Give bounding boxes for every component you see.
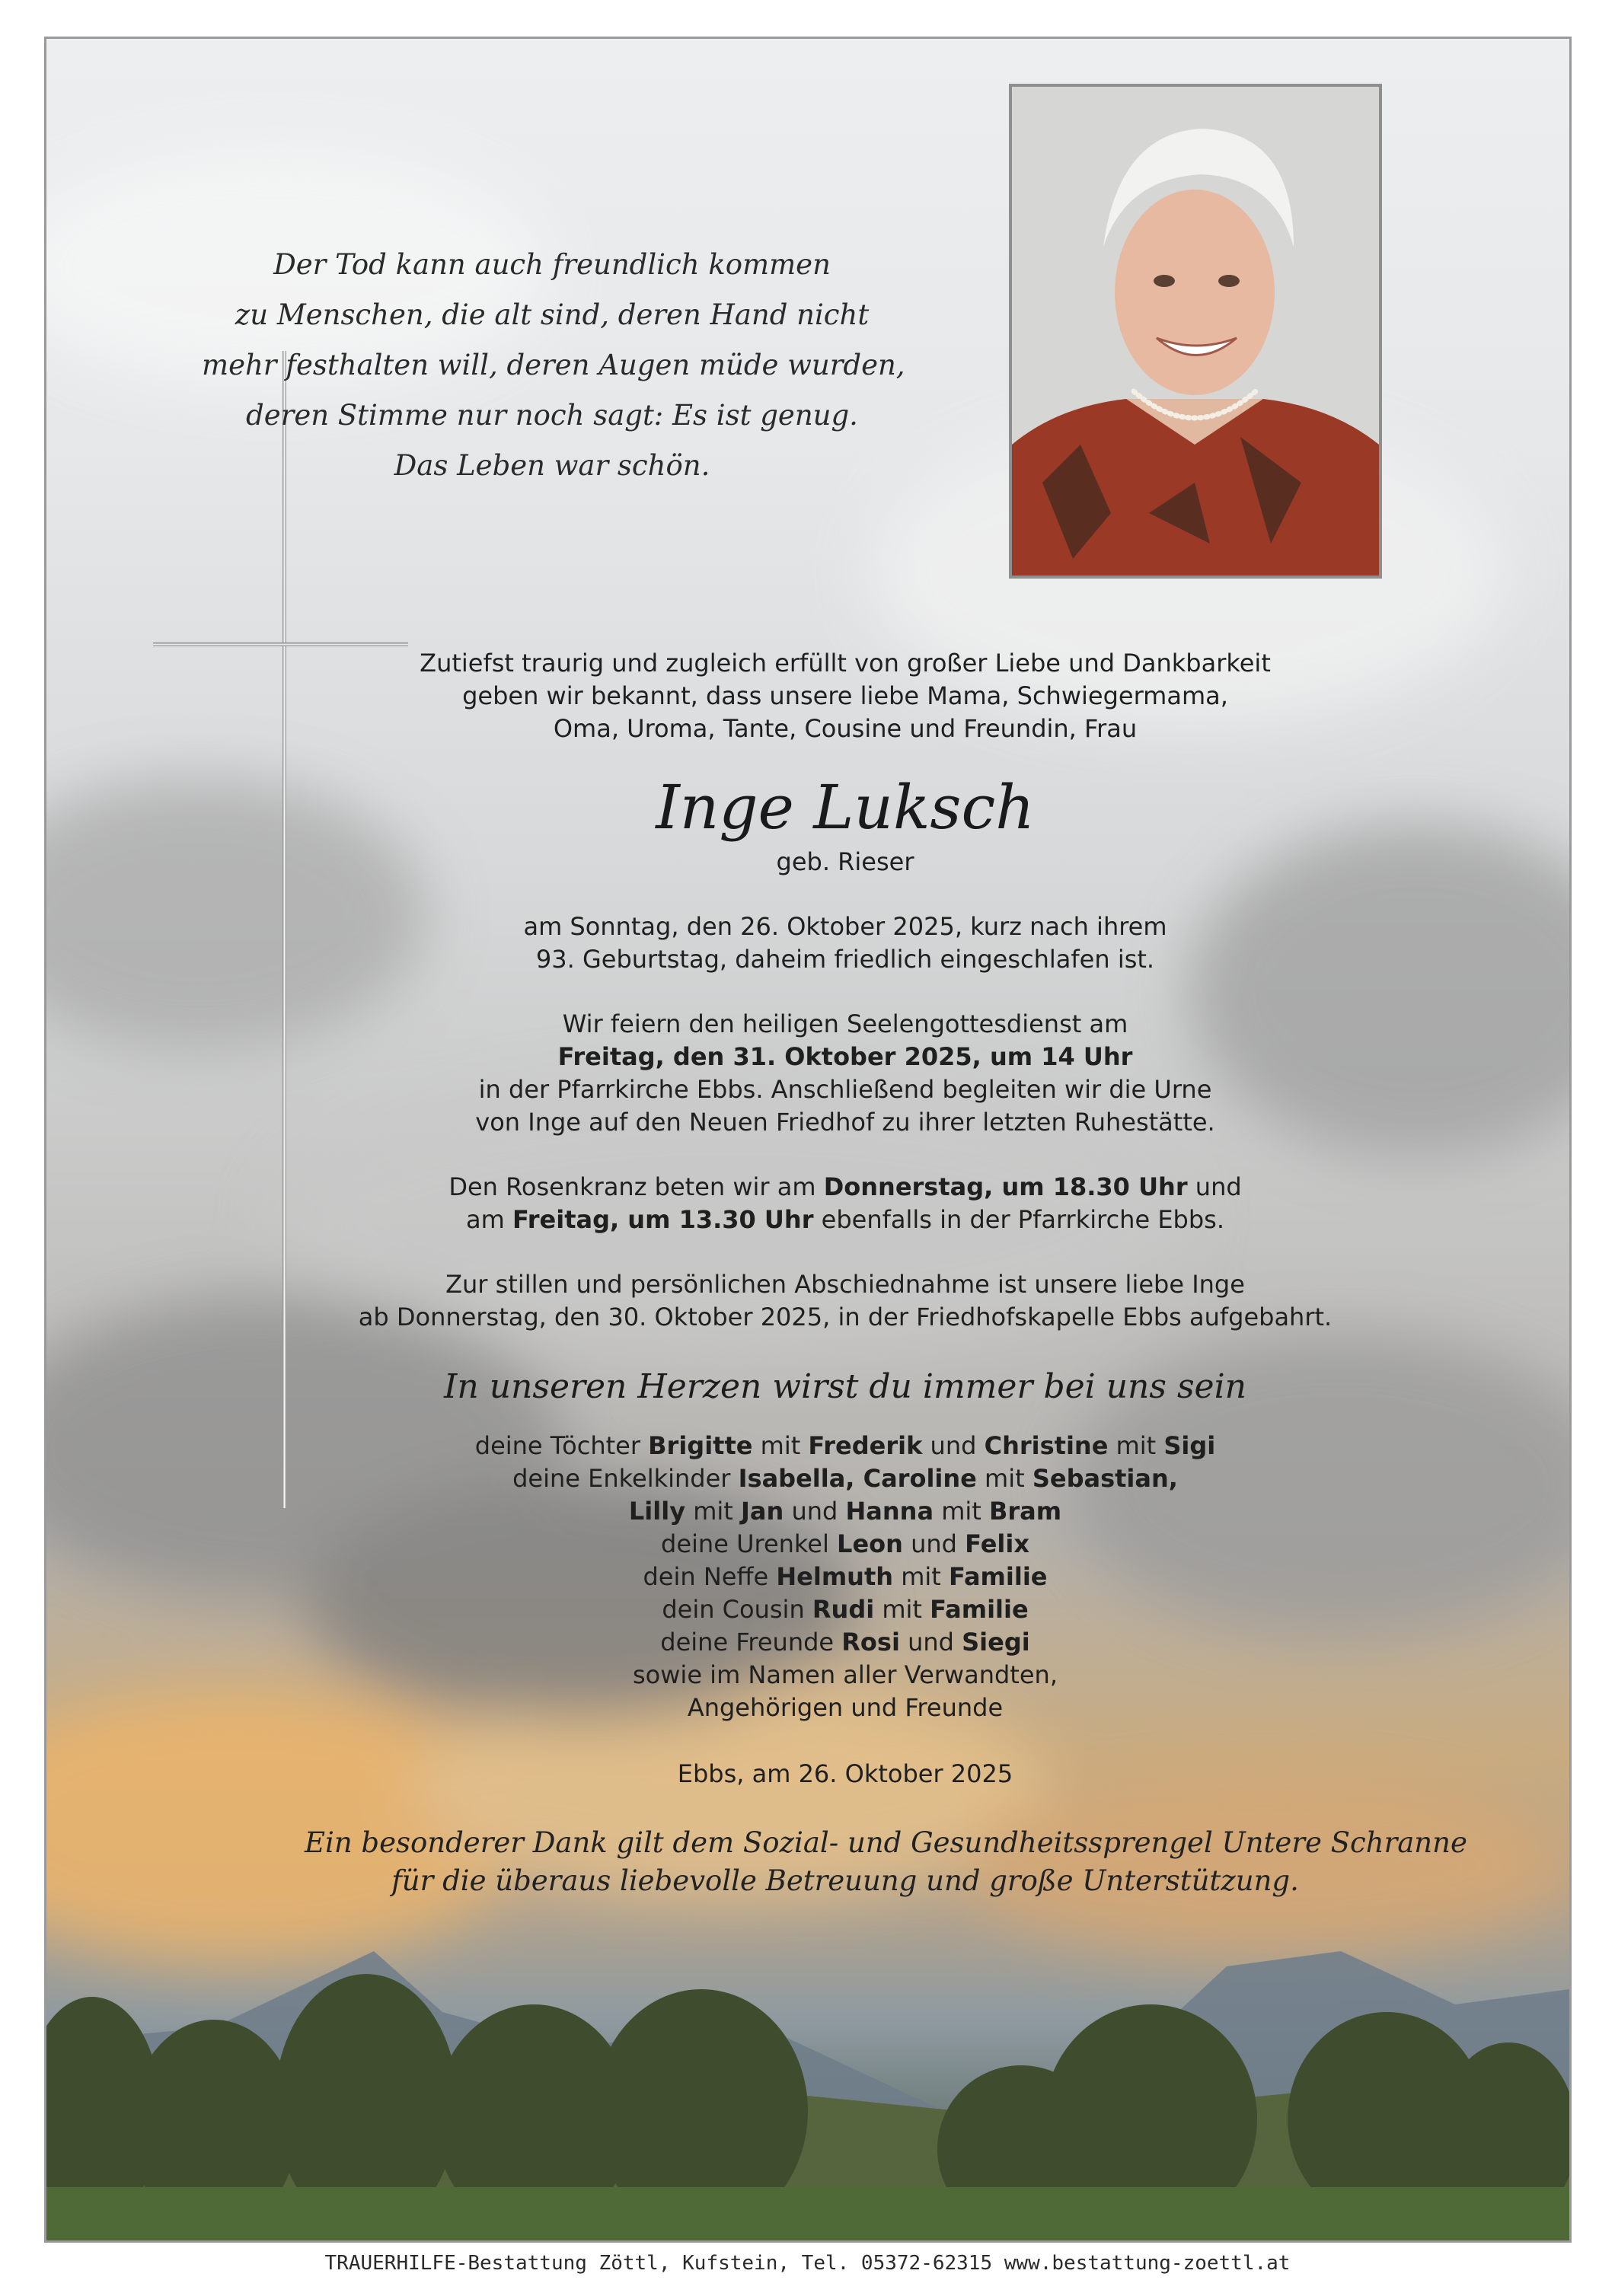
rosary-notice <box>305 1171 1386 1236</box>
mourner-name: Felix <box>965 1529 1029 1558</box>
mourner-name: Christine <box>984 1431 1109 1460</box>
relation: mit <box>893 1562 949 1591</box>
thanks-note <box>305 1824 1467 1900</box>
rosary-text: und <box>1187 1172 1242 1201</box>
mourner-name: Sebastian, <box>1032 1464 1178 1493</box>
poem-line: Der Tod kann auch freundlich kommen <box>273 248 831 281</box>
mourner-name: Rudi <box>812 1595 875 1624</box>
mass-line: in der Pfarrkirche Ebbs. Anschließend begleiten wir die Urne <box>478 1075 1212 1104</box>
rosary-text: ebenfalls in der Pfarrkirche Ebbs. <box>813 1205 1224 1234</box>
relation: sowie im Namen aller Verwandten, <box>633 1660 1058 1689</box>
mourner-name: Lilly <box>628 1497 686 1526</box>
poem-line: zu Menschen, die alt sind, deren Hand nicht <box>235 298 870 331</box>
mourner-name: Brigitte <box>648 1431 753 1460</box>
mourner-name: Familie <box>930 1595 1029 1624</box>
poem-line: mehr festhalten will, deren Augen müde wurden, <box>202 349 905 381</box>
intro <box>305 647 1386 745</box>
relation: Angehörigen und Freunde <box>687 1693 1004 1722</box>
rosary-text: Den Rosenkranz beten wir am <box>448 1172 824 1201</box>
funeral-home-footer: TRAUERHILFE-Bestattung Zöttl, Kufstein, Tel. 05372-62315 www.bestattung-zoettl.at <box>324 2252 1291 2275</box>
mourner-name: Sigi <box>1163 1431 1216 1460</box>
relation: mit <box>934 1497 989 1526</box>
poem-line: Das Leben war schön. <box>394 449 710 482</box>
mass-date: Freitag, den 31. Oktober 2025, um 14 Uhr <box>557 1042 1133 1071</box>
relation: mit <box>1108 1431 1164 1460</box>
mourner-name: Familie <box>948 1562 1048 1591</box>
mourner-name: Siegi <box>962 1628 1030 1657</box>
relation: und <box>922 1431 985 1460</box>
relation: mit <box>976 1464 1033 1493</box>
mourner-name: Bram <box>988 1497 1062 1526</box>
intro-line: Zutiefst traurig und zugleich erfüllt von großer Liebe und Dankbarkeit <box>420 649 1271 678</box>
mourner-name: Helmuth <box>776 1562 894 1591</box>
poem-line: deren Stimme nur noch sagt: Es ist genug. <box>246 399 858 432</box>
viewing-line: Zur stillen und persönlichen Abschiednahme ist unsere liebe Inge <box>445 1270 1245 1299</box>
cross-vertical-bar <box>282 351 286 1508</box>
motto: In unseren Herzen wirst du immer bei uns sein <box>443 1367 1246 1406</box>
rosary-time: Donnerstag, um 18.30 Uhr <box>823 1172 1188 1201</box>
intro-line: Oma, Uroma, Tante, Cousine und Freundin, Frau <box>553 714 1138 743</box>
death-line: 93. Geburtstag, daheim friedlich eingeschlafen ist. <box>535 945 1155 974</box>
death-notice <box>305 910 1386 976</box>
intro-line: geben wir bekannt, dass unsere liebe Mama, Schwiegermama, <box>462 681 1228 710</box>
rosary-time: Freitag, um 13.30 Uhr <box>512 1205 814 1234</box>
relation: dein Neffe <box>643 1562 777 1591</box>
viewing-line: ab Donnerstag, den 30. Oktober 2025, in der Friedhofskapelle Ebbs aufgebahrt. <box>358 1303 1333 1331</box>
relation: und <box>902 1529 965 1558</box>
thanks-line: Ein besonderer Dank gilt dem Sozial- und Gesundheitssprengel Untere Schranne <box>305 1826 1467 1859</box>
mourner-name: Jan <box>741 1497 784 1526</box>
place-date: Ebbs, am 26. Oktober 2025 <box>677 1759 1013 1788</box>
mass-line: Wir feiern den heiligen Seelengottesdienst am <box>562 1009 1128 1038</box>
relation: mit <box>752 1431 809 1460</box>
poem <box>202 240 905 491</box>
mourner-name: Hanna <box>845 1497 934 1526</box>
deceased-name: Inge Luksch <box>656 772 1035 843</box>
mourners-list <box>305 1430 1386 1724</box>
mountain-landscape <box>46 1921 1569 2240</box>
relation: mit <box>685 1497 741 1526</box>
mourner-name: Frederik <box>808 1431 923 1460</box>
thanks-line: für die überaus liebevolle Betreuung und große Unterstützung. <box>391 1864 1299 1897</box>
relation: mit <box>874 1595 930 1624</box>
relation: deine Freunde <box>660 1628 842 1657</box>
viewing-notice <box>305 1268 1386 1334</box>
relation: deine Enkelkinder <box>512 1464 739 1493</box>
mourner-name: Isabella, Caroline <box>738 1464 977 1493</box>
relation: deine Urenkel <box>661 1529 838 1558</box>
mourner-name: Leon <box>837 1529 903 1558</box>
mourner-name: Rosi <box>841 1628 900 1657</box>
announcement-text <box>305 647 1467 1900</box>
mass-notice <box>305 1008 1386 1139</box>
relation: deine Töchter <box>474 1431 649 1460</box>
relation: dein Cousin <box>662 1595 812 1624</box>
rosary-text: am <box>465 1205 512 1234</box>
mass-line: von Inge auf den Neuen Friedhof zu ihrer letzten Ruhestätte. <box>475 1108 1215 1137</box>
relation: und <box>899 1628 962 1657</box>
portrait-photo <box>1009 84 1382 579</box>
birth-name: geb. Rieser <box>776 847 914 876</box>
relation: und <box>784 1497 846 1526</box>
death-line: am Sonntag, den 26. Oktober 2025, kurz nach ihrem <box>523 912 1167 941</box>
cross-horizontal-bar <box>153 643 408 646</box>
